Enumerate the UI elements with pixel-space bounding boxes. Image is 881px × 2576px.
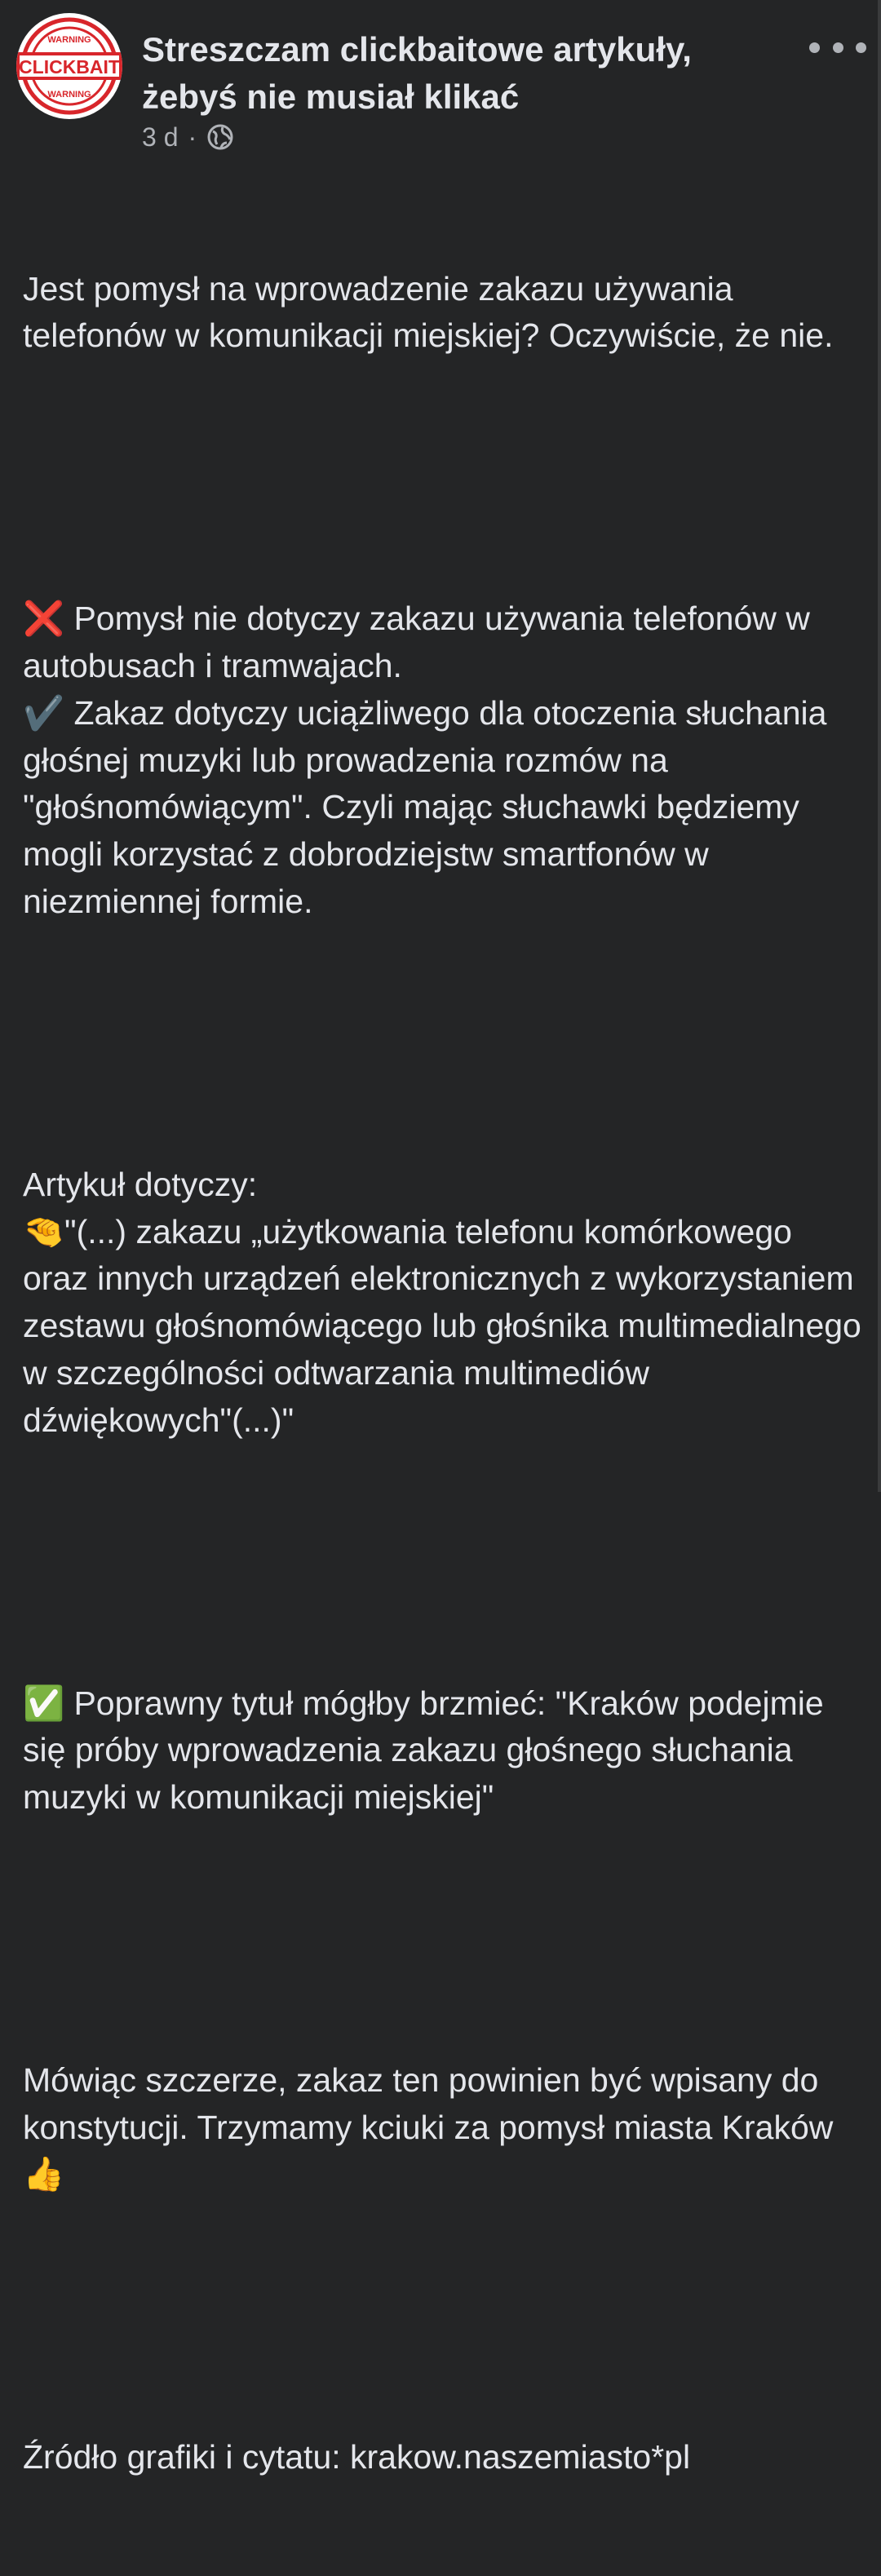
logo-bottom-text: WARNING [47,90,91,100]
post-meta [142,121,234,153]
post-header [0,0,881,163]
meta-separator: · [188,122,197,152]
more-dots-icon [856,42,866,53]
more-dots-icon [809,42,820,53]
more-options-button[interactable] [809,33,866,62]
post-paragraph: ✅ Poprawny tytuł mógłby brzmieć: "Kraków podejmie się próby wprowadzenia zakazu głośnego słuchania muzyki w komunikacji miejskiej" [23,1684,834,1817]
globe-icon[interactable] [206,123,234,151]
post-paragraph: Źródło grafiki i cytatu: krakow.naszemiasto*pl [23,2438,691,2476]
post-paragraph: Artykuł dotyczy: 🤏"(...) zakazu „użytkowania telefonu komórkowego oraz innych urządzeń elektronicznych z wykorzystaniem zestawu głośnomówiącego lub głośnika multimedialnego w szczególności odtwarzania multimediów dźwiękowych"(...)" [23,1165,861,1439]
page-name[interactable]: Streszczam clickbaitowe artykuły, żebyś nie musiał klikać [142,30,692,116]
scroll-edge [878,0,881,1492]
avatar[interactable] [16,13,122,119]
logo-main-text: CLICKBAIT [19,56,120,77]
post-body [23,171,863,2576]
post-paragraph: ❌ Pomysł nie dotyczy zakazu używania telefonów w autobusach i tramwajach. ✔️ Zakaz dotyczy uciążliwego dla otoczenia słuchania głośnej muzyki lub prowadzenia rozmów na "głośnomówiącym". Czyli mając słuchawki będziemy mogli korzystać z dobrodziejstw smartfonów w niezmiennej formie. [23,600,827,920]
post-paragraph: Mówiąc szczerze, zakaz ten powinien być wpisany do konstytucji. Trzymamy kciuki za pomysł miasta Kraków 👍 [23,2060,843,2193]
post-paragraph: Jest pomysł na wprowadzenie zakazu używania telefonów w komunikacji miejskiej? Oczywiście, że nie. [23,269,834,355]
post-time[interactable]: 3 d [142,122,179,152]
clickbait-warning-logo [16,13,122,119]
more-dots-icon [833,42,843,53]
logo-top-text: WARNING [47,35,91,45]
